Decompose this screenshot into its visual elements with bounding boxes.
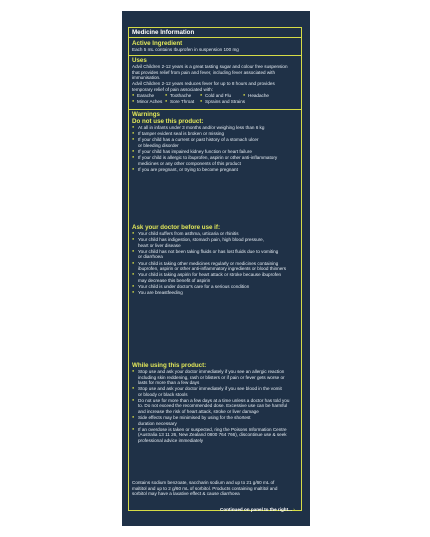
use-minor-aches: ● Minor Aches: [132, 99, 162, 105]
do-not-use-item: ● At all in infants under 3 months and/or weighing less than 6 kg: [132, 125, 264, 131]
use-toothache: ● Toothache: [165, 93, 191, 99]
do-not-use-item: ● If your child has impaired kidney function or heart failure: [132, 149, 252, 155]
while-using-item: ● If an overdose is taken or suspected, ring the Poisons Information Centre (Australia 13 11 26, New Zealand 0800 764 766), discontinue use & seek professional advice immediately: [132, 427, 287, 444]
panel-header: Medicine Information: [132, 29, 195, 36]
ask-doctor-item: ● Your child is taking other medicines regularly or medicines containing ibuprofen, aspirin or other anti-inflammatory ingredients or blood thinners: [132, 261, 286, 272]
use-cold-flu: ● Cold and Flu: [200, 93, 231, 99]
while-using-item: ● Stop use and ask your doctor immediately if you see blood in the vomit or bloody or black stools: [132, 386, 282, 397]
use-earache: ● Earache: [132, 93, 154, 99]
ask-doctor-item: ● Your child suffers from asthma, urticaria or rhinitis: [132, 231, 239, 237]
while-using-item: ● Stop use and ask your doctor immediately if you see an allergic reaction including skin reddening, rash or blisters or if pain or fever gets worse or lasts for more than a few days: [132, 369, 285, 386]
continued-text: Continued on panel to the right...: [220, 507, 292, 512]
ask-doctor-item: ● Your child has not been taking fluids or has lost fluids due to vomiting or diarrhoea: [132, 249, 278, 260]
ask-doctor-item: ● You are breastfeeding: [132, 290, 183, 296]
use-headache: ● Headache: [243, 93, 269, 99]
while-using-item: ● Do not use for more than a few days at a time unless a doctor has told you to. Do not exceed the recommended dose. Excessive use can be harmful and increase the risk of heart attack, stroke or liver damage: [132, 398, 289, 415]
ask-doctor-title: Ask your doctor before use if:: [132, 224, 221, 231]
use-sore-throat: ● Sore Throat: [165, 99, 194, 105]
use-sprains-strains: ● Sprains and Strains: [200, 99, 245, 105]
do-not-use-item: ● If tamper evident seal is broken or missing: [132, 131, 224, 137]
do-not-use-item: ● If your child is allergic to ibuprofen, aspirin or other anti-inflammatory medicines or any other components of this product: [132, 155, 277, 166]
do-not-use-item: ● If you are pregnant, or trying to become pregnant: [132, 167, 238, 173]
while-using-item: ● Side effects may be minimised by using for the shortest duration necessary: [132, 415, 251, 426]
ask-doctor-item: ● Your child has indigestion, stomach pain, high blood pressure, heart or liver disease: [132, 237, 264, 248]
uses-paragraph-1: Advil Children 2-12 years is a great tasting sugar and colour free suspension that provides relief from pain and fever, including fever associated with immunisation.: [132, 64, 288, 81]
header-divider: [128, 37, 302, 38]
excipients-note: Contains sodium benzoate, saccharin sodium and up to 21 g/60 mL of maltitol and up to 2 g/60 mL of sorbitol. Products containing maltitol and sorbitol may have a laxative effect & cause diarrhoea: [132, 480, 278, 497]
do-not-use-title: Do not use this product:: [132, 118, 204, 125]
do-not-use-item: ● If your child has a current or past history of a stomach ulcer or bleeding disorder: [132, 137, 259, 148]
chevron-right-icon: ›: [293, 507, 295, 512]
uses-title: Uses: [132, 57, 147, 64]
ask-doctor-item: ● Your child is taking aspirin for heart attack or stroke because ibuprofen may decrease this benefit of aspirin: [132, 272, 281, 283]
uses-divider: [128, 109, 302, 110]
uses-paragraph-2: Advil Children 2-12 years reduces fever for up to 8 hours and provides temporary relief of pain associated with:: [132, 81, 275, 92]
while-using-title: While using this product:: [132, 362, 207, 369]
warnings-title: Warnings: [132, 111, 160, 118]
continued-note: [220, 507, 295, 512]
active-divider: [128, 55, 302, 56]
active-ingredient-title: Active Ingredient: [132, 40, 183, 47]
active-ingredient-text: Each 5 mL contains Ibuprofen in suspension 100 mg: [132, 47, 239, 52]
ask-doctor-item: ● Your child is under doctor's care for a serious condition: [132, 284, 249, 290]
